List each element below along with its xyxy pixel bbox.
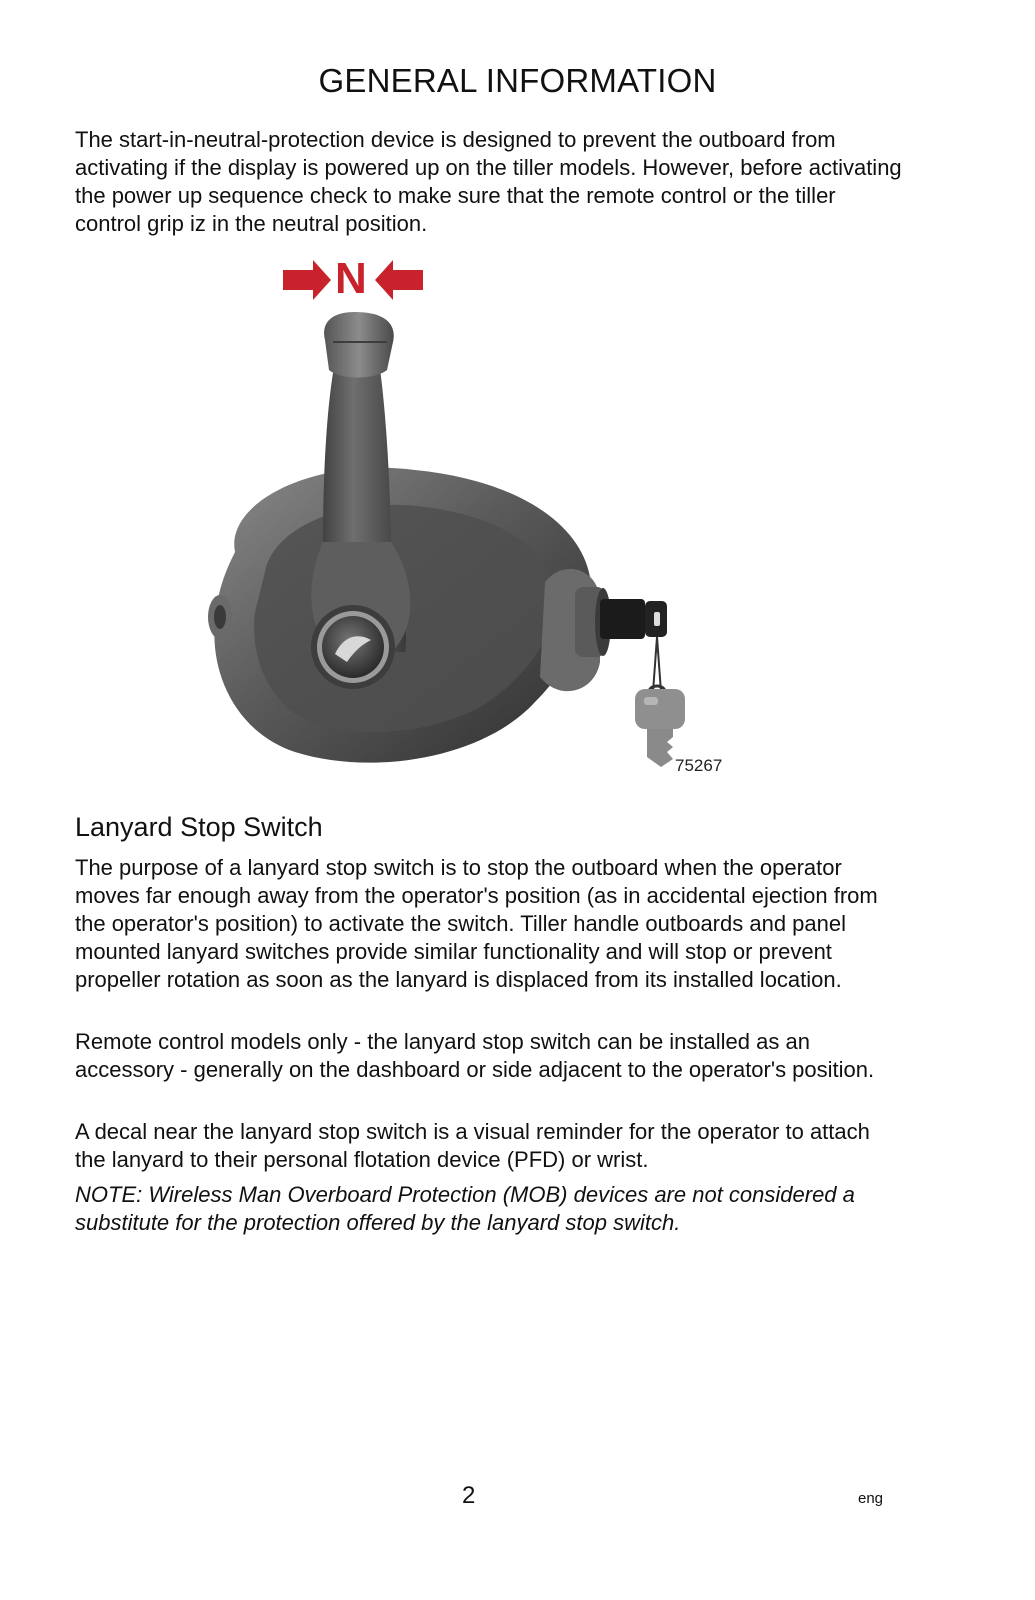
note-text: Wireless Man Overboard Protection (MOB) devices are not considered a substitute for the protection offered by the lanyard stop switch. bbox=[75, 1182, 855, 1235]
right-arrow-icon bbox=[375, 260, 423, 300]
section-paragraph: A decal near the lanyard stop switch is a visual reminder for the operator to attach the lanyard to their personal flotation device (PFD) or wrist. bbox=[75, 1119, 870, 1172]
control-grip bbox=[324, 312, 394, 378]
ignition-key-icon bbox=[600, 599, 685, 767]
brand-logo-icon bbox=[311, 605, 395, 689]
neutral-label: N bbox=[335, 254, 367, 303]
remote-control-figure bbox=[195, 252, 740, 792]
section-heading: Lanyard Stop Switch bbox=[75, 812, 323, 842]
page-number: 2 bbox=[462, 1482, 476, 1509]
language-code: eng bbox=[858, 1490, 884, 1507]
section-paragraph: Remote control models only - the lanyard stop switch can be installed as an accessory - generally on the dashboard or side adjacent to the operator's position. bbox=[75, 1029, 875, 1082]
figure-number: 75267 bbox=[675, 756, 723, 775]
page-title: GENERAL INFORMATION bbox=[318, 62, 717, 99]
note-label: NOTE: bbox=[75, 1182, 143, 1207]
left-arrow-icon bbox=[283, 260, 331, 300]
note-paragraph bbox=[75, 1181, 905, 1237]
intro-paragraph: The start-in-neutral-protection device is designed to prevent the outboard from activating if the display is powered up on the tiller models. However, before activating the power up sequence check to make sure that the remote control or the tiller control grip iz in the neutral position. bbox=[75, 127, 902, 236]
remote-control-illustration bbox=[195, 252, 740, 792]
section-paragraph: The purpose of a lanyard stop switch is to stop the outboard when the operator moves far enough away from the operator's position (as in accidental ejection from the operator's position) to activate the switch. Tiller handle outboards and panel mounted lanyard switches provide similar functionality and will stop or prevent propeller rotation as soon as the lanyard is displaced from its installed location. bbox=[75, 855, 878, 992]
